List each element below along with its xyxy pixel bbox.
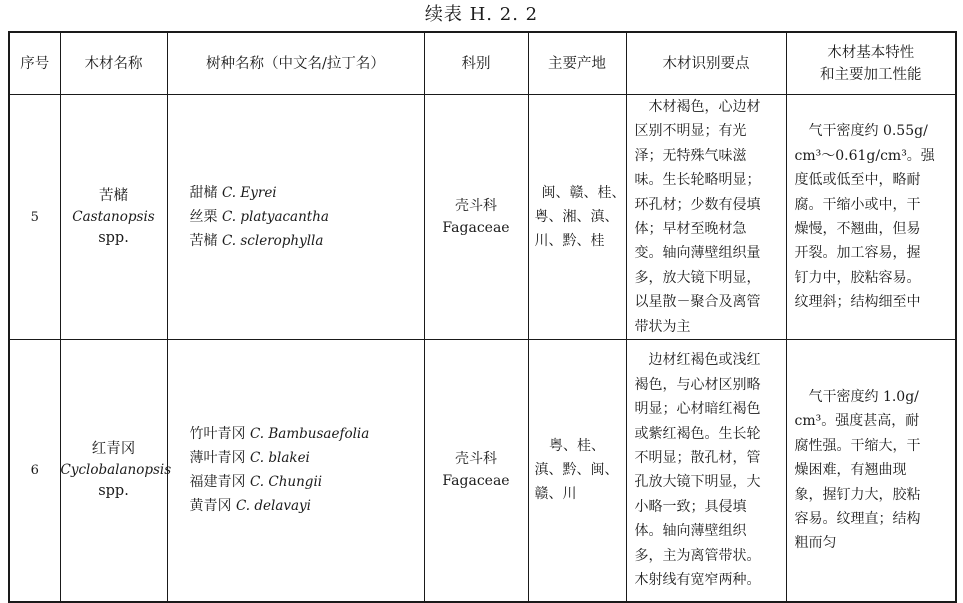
identification-line: 体；早材至晚材急: [634, 221, 747, 238]
identification-line: 边材红褐色或浅红: [648, 352, 761, 369]
species-cn: 薄叶青冈: [189, 450, 246, 467]
species-latin: C. Eyrei: [221, 185, 277, 202]
wood-name-cell: [60, 95, 167, 340]
species-latin: C. delavayi: [235, 498, 312, 515]
origin-cell: [528, 95, 626, 340]
identification-line: 环孔材；少数有侵填: [634, 196, 761, 213]
identification-line: 带状为主: [634, 318, 691, 335]
wood-name-spp: spp.: [98, 229, 129, 246]
species-cn: 竹叶青冈: [189, 426, 246, 443]
identification-line: 多，主为离管带状。: [634, 547, 761, 564]
identification-line: 变。轴向薄壁组织量: [634, 245, 761, 262]
identification-line: 以星散－聚合及离管: [634, 294, 761, 311]
properties-line: 纹理斜；结构细至中: [794, 294, 921, 311]
species-cn: 丝栗: [189, 209, 218, 226]
family-cn: 壳斗科: [455, 198, 497, 215]
species-item: [190, 205, 424, 229]
identification-line: 或紫红褐色。生长轮: [634, 425, 761, 442]
species-item: [190, 494, 424, 518]
properties-line: cm³。强度甚高，耐: [794, 413, 920, 430]
identification-line: 多，放大镜下明显，: [634, 269, 761, 286]
properties-line: 开裂。加工容易，握: [794, 245, 921, 262]
table-caption: 续表 H. 2. 2: [424, 4, 539, 25]
identification-cell: [626, 340, 786, 602]
species-latin: C. sclerophylla: [221, 233, 324, 250]
properties-line: 度低或低至中，略耐: [794, 172, 921, 189]
species-cn: 黄青冈: [189, 498, 232, 515]
species-latin: C. Chungii: [249, 474, 323, 491]
timber-table: [8, 31, 957, 603]
wood-name-latin: [61, 207, 167, 228]
table-row: [9, 95, 956, 340]
properties-cell: [786, 95, 956, 340]
family-cell: [424, 95, 528, 340]
wood-name-cell: [60, 340, 172, 602]
origin-line: 粤、桂、: [549, 438, 605, 455]
family-cell: [424, 340, 528, 602]
header-properties: [786, 32, 956, 95]
origin-line: 赣、川: [534, 486, 577, 503]
species-item: [190, 446, 424, 470]
properties-line: 粗而匀: [794, 535, 837, 552]
properties-line: 燥慢，不翘曲，但易: [794, 221, 921, 238]
seq-cell: 6: [9, 340, 60, 602]
species-cn: 甜槠: [189, 185, 218, 202]
table-row: [9, 340, 956, 602]
species-item: [190, 422, 424, 446]
identification-line: 泽；无特殊气味滋: [634, 147, 747, 164]
species-cell: [167, 340, 424, 602]
species-cn: 苦槠: [189, 233, 218, 250]
species-latin: C. blakei: [249, 450, 310, 467]
wood-name-latin-text: Cyclobalanopsis: [60, 461, 172, 478]
identification-line: 味。生长轮略明显；: [634, 172, 761, 189]
wood-name-spp: spp.: [98, 482, 129, 499]
identification-cell: [626, 95, 786, 340]
properties-line: 容易。纹理直；结构: [794, 510, 921, 527]
properties-line: 钉力中，胶粘容易。: [794, 269, 921, 286]
properties-cell: [786, 340, 956, 602]
properties-line: 象，握钉力大，胶粘: [794, 486, 921, 503]
properties-line: cm³～0.61g/cm³。强: [794, 147, 935, 164]
identification-line: 区别不明显；有光: [634, 123, 747, 140]
species-cell: [167, 95, 424, 340]
header-identification: 木材识别要点: [626, 32, 786, 95]
origin-line: 粤、湘、滇、: [534, 209, 619, 226]
properties-line: 燥困难，有翘曲现: [794, 462, 907, 479]
wood-name-latin-text: Castanopsis: [72, 208, 155, 225]
origin-line: 闽、赣、桂、: [541, 185, 626, 202]
identification-line: 体。轴向薄壁组织: [634, 523, 747, 540]
family-latin: Fagaceae: [442, 220, 510, 237]
origin-line: 川、黔、桂: [534, 233, 605, 250]
identification-line: 木射线有宽窄两种。: [634, 571, 761, 588]
header-wood-name: 木材名称: [60, 32, 167, 95]
properties-line: 腐。干缩小或中，干: [794, 196, 921, 213]
species-cn: 福建青冈: [189, 474, 246, 491]
header-row: [9, 32, 956, 95]
header-species-name: 树种名称（中文名/拉丁名）: [167, 32, 424, 95]
identification-line: 不明显；散孔材，管: [634, 449, 761, 466]
family-latin: Fagaceae: [442, 473, 510, 490]
wood-name-cn: 苦槠: [99, 187, 128, 204]
header-properties-line1: 木材基本特性: [827, 44, 915, 61]
origin-cell: [528, 340, 626, 602]
species-item: [190, 470, 424, 494]
properties-line: 腐性强。干缩大，干: [794, 437, 921, 454]
identification-line: 小略一致；具侵填: [634, 498, 747, 515]
identification-line: 褐色，与心材区别略: [634, 376, 761, 393]
family-cn: 壳斗科: [455, 451, 497, 468]
identification-line: 孔放大镜下明显，大: [634, 474, 761, 491]
identification-line: 木材褐色，心边材: [648, 99, 761, 115]
species-latin: C. platyacantha: [221, 209, 329, 226]
wood-name-cn: 红青冈: [91, 440, 136, 457]
wood-name-latin: [60, 460, 172, 481]
properties-line: 气干密度约 1.0g/: [808, 388, 919, 405]
header-properties-line2: 和主要加工性能: [820, 66, 922, 83]
seq-cell: 5: [9, 95, 60, 340]
species-item: [190, 181, 424, 205]
properties-line: 气干密度约 0.55g/: [808, 123, 928, 140]
header-family: 科别: [424, 32, 528, 95]
header-seq: 序号: [9, 32, 60, 95]
species-item: [190, 229, 424, 253]
header-origin: 主要产地: [528, 32, 626, 95]
identification-line: 明显；心材暗红褐色: [634, 401, 761, 418]
species-latin: C. Bambusaefolia: [249, 426, 370, 443]
origin-line: 滇、黔、闽、: [534, 462, 619, 479]
